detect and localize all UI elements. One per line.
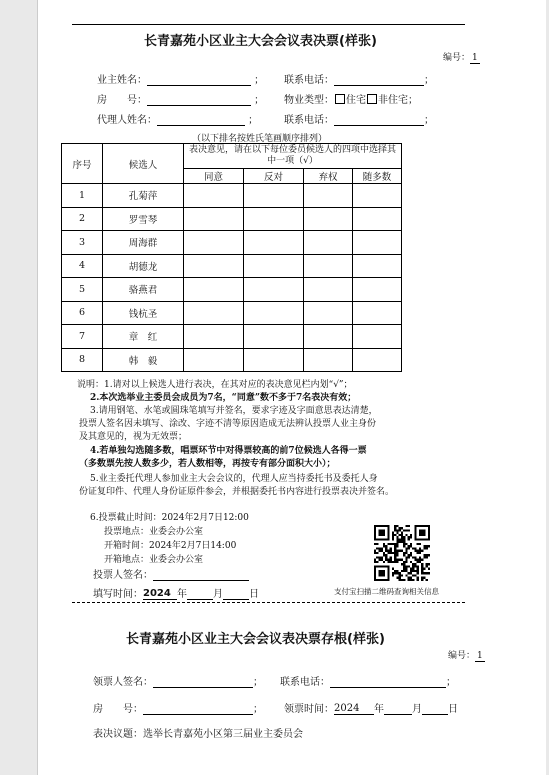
row-number: 6: [62, 301, 103, 325]
stub-phone-label: 联系电话：: [280, 677, 330, 688]
vote-cell-majority[interactable]: [353, 231, 402, 255]
stub-year[interactable]: 2024: [334, 703, 374, 715]
header-abstain: 弃权: [304, 169, 353, 184]
vote-cell-abstain[interactable]: [304, 325, 353, 349]
stub-topic: 表决议题：选举长青嘉苑小区第三届业主委员会: [93, 729, 303, 740]
vote-cell-agree[interactable]: [184, 325, 244, 349]
vote-cell-abstain[interactable]: [304, 301, 353, 325]
stub-room-field[interactable]: [143, 703, 253, 715]
candidate-name: 孔菊萍: [103, 184, 184, 208]
stub-receiver-row: 领票人签名： ；: [93, 677, 263, 688]
note-1: 说明：1.请对以上候选人进行表决，在其对应的表决意见栏内划“√”；: [77, 380, 353, 390]
phone-row-1: 联系电话： ；: [284, 75, 434, 86]
room-field[interactable]: [147, 94, 251, 106]
cut-line: [72, 602, 465, 603]
stub-date-row: 领票时间：2024 年 月 日: [284, 703, 458, 715]
row-number: 8: [62, 348, 103, 372]
note-6b: 投票地点：业委会办公室: [104, 527, 204, 537]
qr-code-icon: [374, 525, 430, 581]
candidate-name: 周海群: [103, 231, 184, 255]
candidate-name: 韩 毅: [103, 348, 184, 372]
owner-name-row: 业主姓名： ；: [97, 75, 265, 86]
candidate-name: 章 红: [103, 325, 184, 349]
note-6d: 开箱地点：业委会办公室: [104, 555, 204, 565]
header-candidate: 候选人: [103, 144, 184, 184]
stub-day[interactable]: [422, 703, 448, 715]
vote-cell-agree[interactable]: [184, 231, 244, 255]
row-number: 5: [62, 278, 103, 302]
phone-field-2[interactable]: [334, 114, 424, 126]
note-5a: 5.业主委托代理人参加业主大会会议的，代理人应当持委托书及委托人身: [90, 474, 378, 484]
note-6: 6.投票截止时间：2024年2月7日12:00: [90, 513, 249, 523]
voter-sign-field[interactable]: [153, 569, 249, 581]
vote-cell-oppose[interactable]: [244, 325, 304, 349]
property-type-row: 物业类型： 住宅 非住宅；: [284, 95, 418, 106]
vote-cell-majority[interactable]: [353, 348, 402, 372]
ballot-title: 长青嘉苑小区业主大会会议表决票(样张): [144, 34, 377, 49]
vote-cell-majority[interactable]: [353, 325, 402, 349]
qr-caption: 支付宝扫描二维码查询相关信息: [334, 587, 439, 596]
fill-year[interactable]: 2024: [143, 588, 177, 600]
phone-label-1: 联系电话：: [284, 75, 334, 86]
candidate-row: [62, 278, 402, 302]
vote-cell-abstain[interactable]: [304, 231, 353, 255]
owner-name-field[interactable]: [147, 74, 251, 86]
header-agree: 同意: [184, 169, 244, 184]
note-3b: 投票人签名因未填写、涂改、字迹不清等原因造成无法辨认投票人业主身份: [79, 419, 377, 429]
note-3a: 3.请用钢笔、水笔或圆珠笔填写并签名，要求字迹及字面意思表达清楚，: [90, 406, 378, 416]
voter-sign-label: 投票人签名：: [93, 570, 153, 581]
property-type-label: 物业类型：: [284, 95, 334, 106]
note-4b: （多数票先按人数多少，若人数相等，再按专有部分面积大小）；: [79, 459, 336, 469]
header-majority: 随多数: [353, 169, 402, 184]
row-number: 7: [62, 325, 103, 349]
vote-cell-agree[interactable]: [184, 348, 244, 372]
stub-room-label: 房 号：: [93, 704, 143, 715]
vote-cell-agree[interactable]: [184, 301, 244, 325]
fill-day[interactable]: [223, 588, 249, 600]
vote-cell-oppose[interactable]: [244, 207, 304, 231]
candidate-row: [62, 301, 402, 325]
stub-receiver-label: 领票人签名：: [93, 677, 153, 688]
candidate-row: [62, 348, 402, 372]
residential-checkbox[interactable]: [335, 94, 345, 104]
vote-cell-majority[interactable]: [353, 184, 402, 208]
row-number: 3: [62, 231, 103, 255]
vote-cell-majority[interactable]: [353, 207, 402, 231]
voter-sign-row: [93, 566, 249, 581]
vote-table: [61, 143, 402, 372]
sort-note: （以下排名按姓氏笔画顺序排列）: [192, 134, 328, 144]
phone-field-1[interactable]: [334, 74, 424, 86]
note-3c: 及其意见的，视为无效票；: [79, 432, 188, 442]
vote-cell-abstain[interactable]: [304, 348, 353, 372]
candidate-row: [62, 254, 402, 278]
candidate-row: [62, 184, 402, 208]
fill-month[interactable]: [187, 588, 213, 600]
fill-time-row: 填写时间：2024 年 月 日: [93, 588, 259, 600]
vote-cell-oppose[interactable]: [244, 184, 304, 208]
candidate-name: 罗雪琴: [103, 207, 184, 231]
vote-cell-oppose[interactable]: [244, 231, 304, 255]
vote-cell-agree[interactable]: [184, 254, 244, 278]
room-row: 房 号： ；: [97, 95, 265, 106]
stub-serial: 编号： 1: [448, 651, 483, 661]
stub-phone-field[interactable]: [330, 676, 446, 688]
vote-cell-majority[interactable]: [353, 278, 402, 302]
note-5b: 份证复印件、代理人身份证原件参会，并根据委托书内容进行投票表决并签名。: [79, 487, 395, 497]
row-number: 2: [62, 207, 103, 231]
row-number: 1: [62, 184, 103, 208]
room-label: 房 号：: [97, 95, 147, 106]
note-4a: 4.若单独勾选随多数，唱票环节中对得票较高的前7位候选人各得一票: [90, 446, 367, 456]
vote-cell-oppose[interactable]: [244, 348, 304, 372]
vote-cell-oppose[interactable]: [244, 254, 304, 278]
agent-name-label: 代理人姓名：: [97, 115, 157, 126]
stub-receiver-field[interactable]: [153, 676, 253, 688]
vote-cell-agree[interactable]: [184, 207, 244, 231]
vote-cell-majority[interactable]: [353, 301, 402, 325]
candidate-name: 钱杭圣: [103, 301, 184, 325]
header-opinion: 表决意见，请在以下每位委员候选人的四项中选择其中一项（√）: [184, 144, 402, 169]
stub-date-label: 领票时间：: [284, 704, 334, 715]
vote-cell-agree[interactable]: [184, 278, 244, 302]
top-rule: [72, 24, 465, 25]
stub-room-row: 房 号： ；: [93, 704, 263, 715]
stub-month[interactable]: [384, 703, 412, 715]
candidate-name: 骆燕君: [103, 278, 184, 302]
non-residential-checkbox[interactable]: [367, 94, 377, 104]
phone-label-2: 联系电话：: [284, 115, 334, 126]
vote-cell-abstain[interactable]: [304, 184, 353, 208]
header-no: 序号: [62, 144, 103, 184]
agent-name-row: 代理人姓名： ；: [97, 115, 259, 126]
vote-cell-abstain[interactable]: [304, 207, 353, 231]
candidate-row: [62, 231, 402, 255]
phone-row-2: 联系电话： ；: [284, 115, 434, 126]
vote-cell-oppose[interactable]: [244, 301, 304, 325]
note-6c: 开箱时间：2024年2月7日14:00: [104, 541, 237, 551]
candidate-name: 胡德龙: [103, 254, 184, 278]
candidate-row: [62, 207, 402, 231]
vote-cell-majority[interactable]: [353, 254, 402, 278]
stub-phone-row: 联系电话： ；: [280, 677, 456, 688]
candidate-row: [62, 325, 402, 349]
stub-title: 长青嘉苑小区业主大会会议表决票存根(样张): [126, 632, 385, 647]
owner-name-label: 业主姓名：: [97, 75, 147, 86]
vote-cell-oppose[interactable]: [244, 278, 304, 302]
note-2: 2.本次选举业主委员会成员为7名，“同意”数不多于7名表决有效；: [90, 393, 357, 403]
vote-cell-abstain[interactable]: [304, 254, 353, 278]
vote-cell-abstain[interactable]: [304, 278, 353, 302]
agent-name-field[interactable]: [157, 114, 245, 126]
header-oppose: 反对: [244, 169, 304, 184]
vote-cell-agree[interactable]: [184, 184, 244, 208]
row-number: 4: [62, 254, 103, 278]
serial-number: 编号： 1: [443, 53, 478, 63]
